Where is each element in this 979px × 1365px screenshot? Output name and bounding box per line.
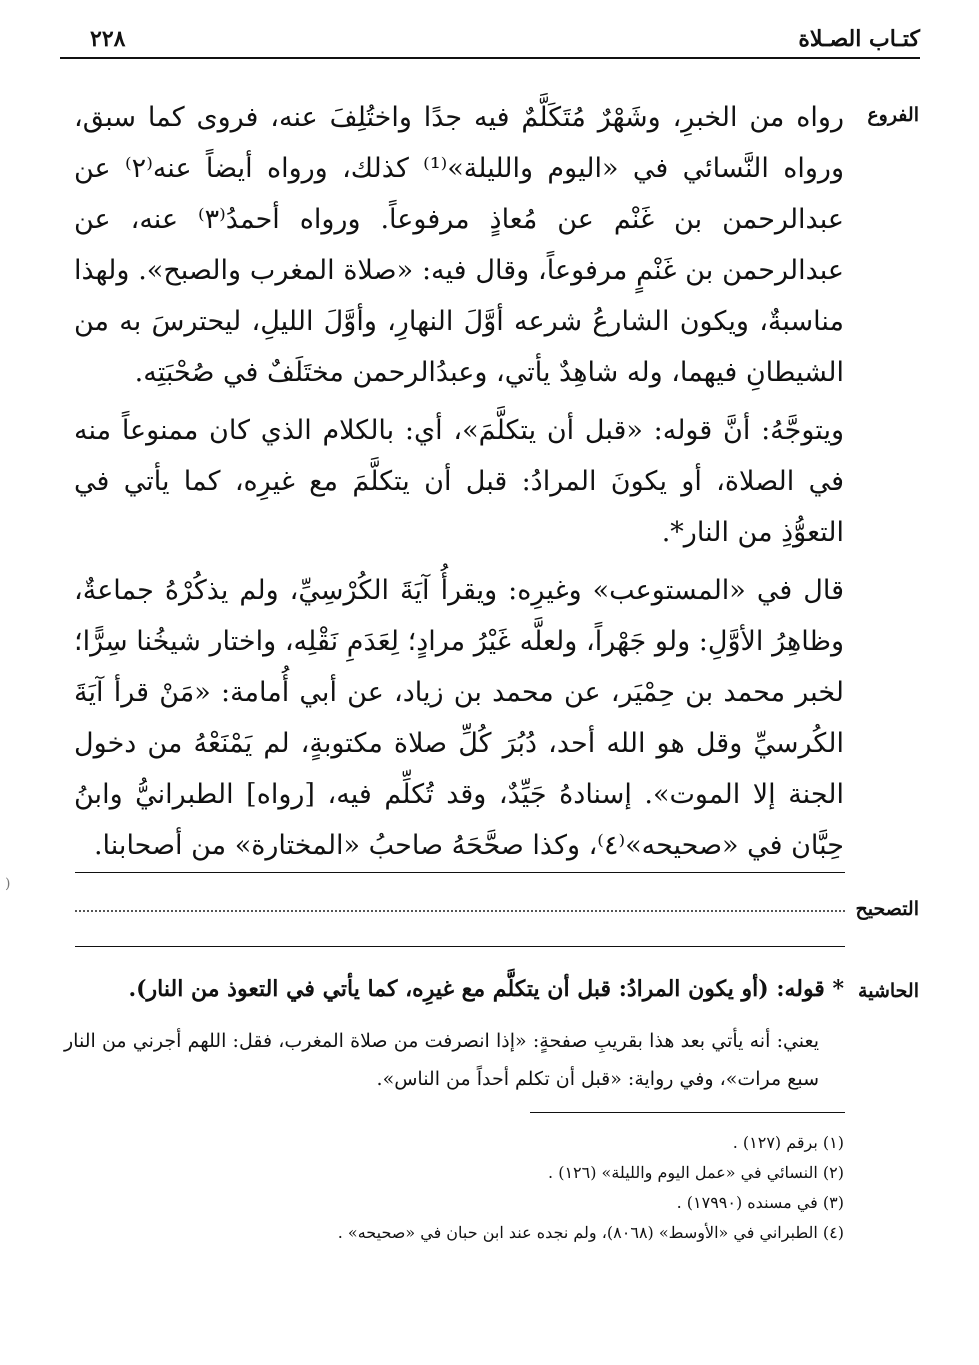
main-text xyxy=(74,92,844,871)
hashiya-body: يعني: أنه يأتي بعد هذا بقريبِ صفحةٍ: «إذا انصرفت من صلاة المغرب، فقل: اللهم أجرني من النار سبع مرات»، وفي رواية: «قبل أن تكلم أحداً من الناس». xyxy=(64,1030,819,1090)
paragraph-3: قال في «المستوعب» وغيرِه: ويقرأُ آيَةَ الكُرْسِيِّ، ولم يذكُرْهُ جماعةٌ، وظاهِرُ الأوَّلِ: ولو جَهْراً، ولعلَّه غَيْرُ مرادٍ؛ لِعَدَمِ نَقْلِه، واختار شيخُنا سِرًّا؛ لخبر محمد بن حِمْيَر، عن محمد بن زياد، عن أبي أُمامة: «مَنْ قرأ آيَةَ الكُرسيِّ وقل هو الله أحد، دُبُرَ كُلِّ صلاة مكتوبةٍ، لم يَمْنَعْهُ من دخول الجنة إلا الموت». إسنادهُ جَيِّدٌ، وقد تُكلِّم فيه، [رواه] الطبرانيُّ وابنُ حِبَّان في «صحيحه»⁽٤⁾، وكذا صحَّحَهُ صاحبُ «المختارة» من أصحابنا. xyxy=(74,575,844,861)
footnote-3: (٣) في مسنده (١٧٩٩٠) . xyxy=(676,1193,844,1212)
page-header xyxy=(60,26,920,56)
footnotes xyxy=(64,1128,844,1248)
page-number: ٢٢٨ xyxy=(90,26,126,52)
footnote-4: (٤) الطبراني في «الأوسط» (٨٠٦٨)، ولم نجده عند ابن حبان في «صحيحه» . xyxy=(337,1223,844,1242)
paragraph-1: رواه من الخبرِ، وشَهْرٌ مُتَكَلَّمٌ فيه جدًا واختُلِفَ عنه، فروى كما سبق، ورواه النَّسائي في «اليوم والليلة»⁽¹⁾ كذلك، ورواه أيضاً عنه⁽٢⁾ عن عبدالرحمن بن غَنْم عن مُعاذٍ مرفوعاً. ورواه أحمدُ⁽٣⁾ عنه، عن عبدالرحمن بن غَنْمٍ مرفوعاً، وقال فيه: «صلاة المغرب والصبح». ولهذا مناسبةٌ، ويكون الشارعُ شرعه أوَّلَ النهارِ، وأوَّلَ الليلِ، ليحترسَ به من الشيطانِ فيهما، وله شاهِدٌ يأتي، وعبدُالرحمن مختَلَفٌ في صُحْبَتِه. xyxy=(74,102,844,388)
section-divider-top xyxy=(75,872,845,873)
footnote-1: (١) برقم (١٢٧) . xyxy=(732,1133,844,1152)
paragraph-2: ويتوجَّهُ: أنَّ قوله: «قبل أن يتكلَّمَ»، أي: بالكلام الذي كان ممنوعاً منه في الصلاة، أو يكونَ المرادُ: قبل أن يتكلَّمَ مع غيرِه، كما يأتي في التعوُّذِ من النار*. xyxy=(74,415,844,548)
section-divider-bottom xyxy=(75,946,845,947)
hashiya-heading: * قوله: (أو يكون المرادُ: قبل أن يتكلَّم مع غيرِه، كما يأتي في التعوذ من النار). xyxy=(128,976,844,1002)
tashih-dotted-line xyxy=(75,910,845,912)
margin-mark: ( xyxy=(5,876,11,892)
label-hashiya: الحاشية xyxy=(858,980,919,1002)
book-chapter-title: كتـاب الصـلاة xyxy=(798,26,920,52)
header-divider xyxy=(60,57,920,59)
footnote-2: (٢) النسائي في «عمل اليوم والليلة» (١٢٦) . xyxy=(548,1163,844,1182)
label-tashih: التصحيح xyxy=(855,898,919,920)
footnote-divider xyxy=(530,1112,845,1113)
label-furu: الفروع xyxy=(867,104,919,126)
